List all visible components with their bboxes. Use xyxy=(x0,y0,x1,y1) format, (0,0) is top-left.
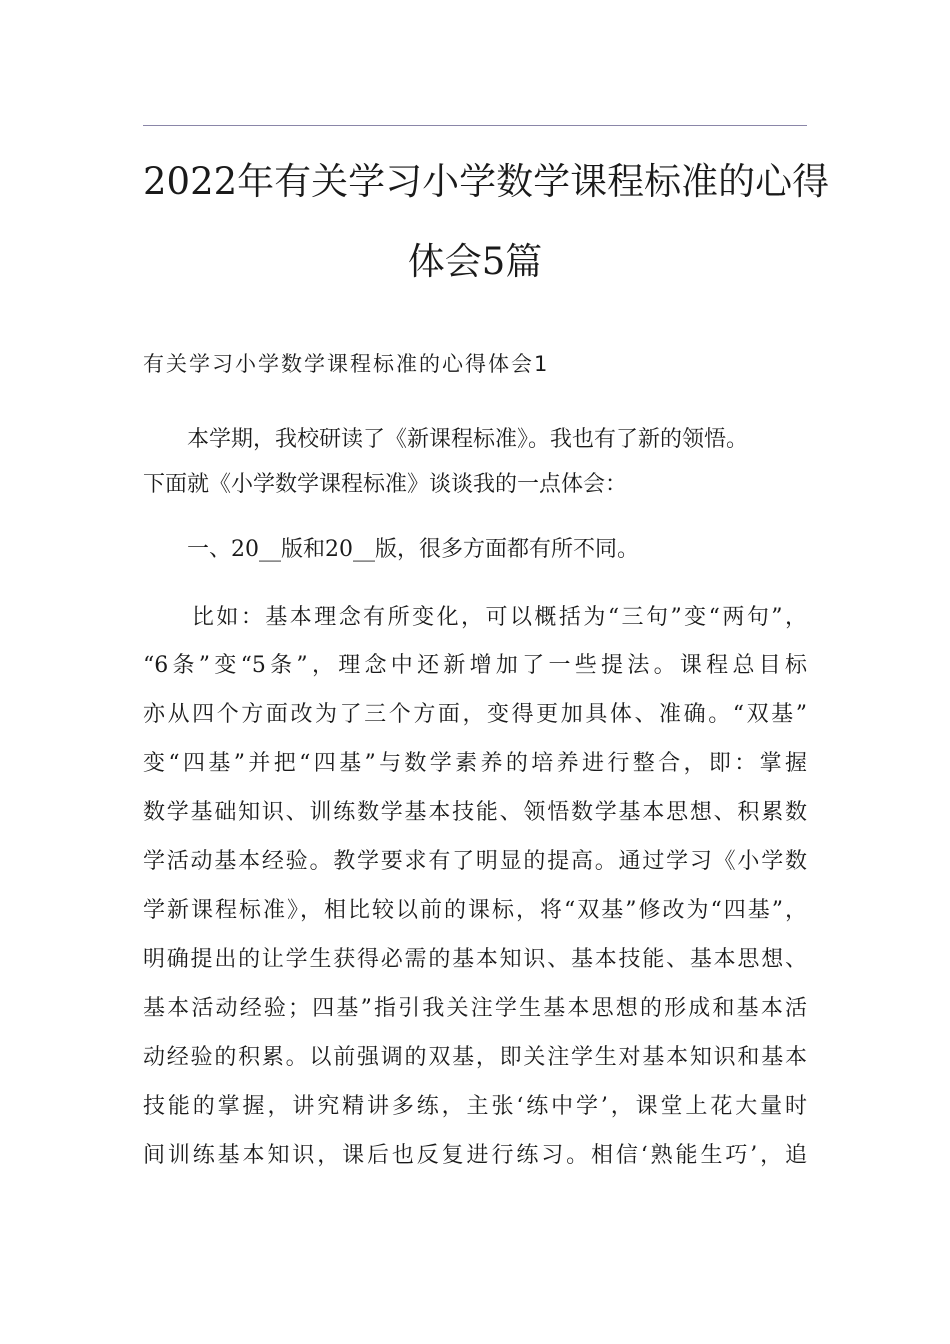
paragraph-line: “6条”变“5条”，理念中还新增加了一些提法。课程总目标 xyxy=(143,653,807,678)
paragraph-line: 数学基础知识、训练数学基本技能、领悟数学基本思想、积累数 xyxy=(143,800,807,825)
paragraph-line: 下面就《小学数学课程标准》谈谈我的一点体会： xyxy=(143,472,628,497)
paragraph-line: 间训练基本知识，课后也反复进行练习。相信‘熟能生巧’，追 xyxy=(143,1143,807,1168)
paragraph-line: 学新课程标准》，相比较以前的课标，将“双基”修改为“四基”， xyxy=(143,898,807,923)
header-rule xyxy=(143,125,807,126)
paragraph-line: 变“四基”并把“四基”与数学素养的培养进行整合，即：掌握 xyxy=(143,751,807,776)
paragraph-line: 亦从四个方面改为了三个方面，变得更加具体、准确。“双基” xyxy=(143,702,807,727)
paragraph-line: 基本活动经验；四基”指引我关注学生基本思想的形成和基本活 xyxy=(143,996,807,1021)
section-heading: 有关学习小学数学课程标准的心得体会1 xyxy=(143,352,550,376)
title-line-1: 2022年有关学习小学数学课程标准的心得 xyxy=(143,160,830,203)
document-title xyxy=(143,142,830,302)
paragraph-line: 比如：基本理念有所变化，可以概括为“三句”变“两句”， xyxy=(143,605,807,630)
paragraph-line: 本学期，我校研读了《新课程标准》。我也有了新的领悟。 xyxy=(143,427,749,452)
paragraph-line: 动经验的积累。以前强调的双基，即关注学生对基本知识和基本 xyxy=(143,1045,807,1070)
paragraph-line: 学活动基本经验。教学要求有了明显的提高。通过学习《小学数 xyxy=(143,849,807,874)
title-line-2: 体会5篇 xyxy=(407,240,543,283)
paragraph-line: 一、20__版和20__版，很多方面都有所不同。 xyxy=(143,537,639,562)
paragraph-line: 技能的掌握，讲究精讲多练，主张‘练中学’，课堂上花大量时 xyxy=(143,1094,807,1119)
paragraph-line: 明确提出的让学生获得必需的基本知识、基本技能、基本思想、 xyxy=(143,947,807,972)
